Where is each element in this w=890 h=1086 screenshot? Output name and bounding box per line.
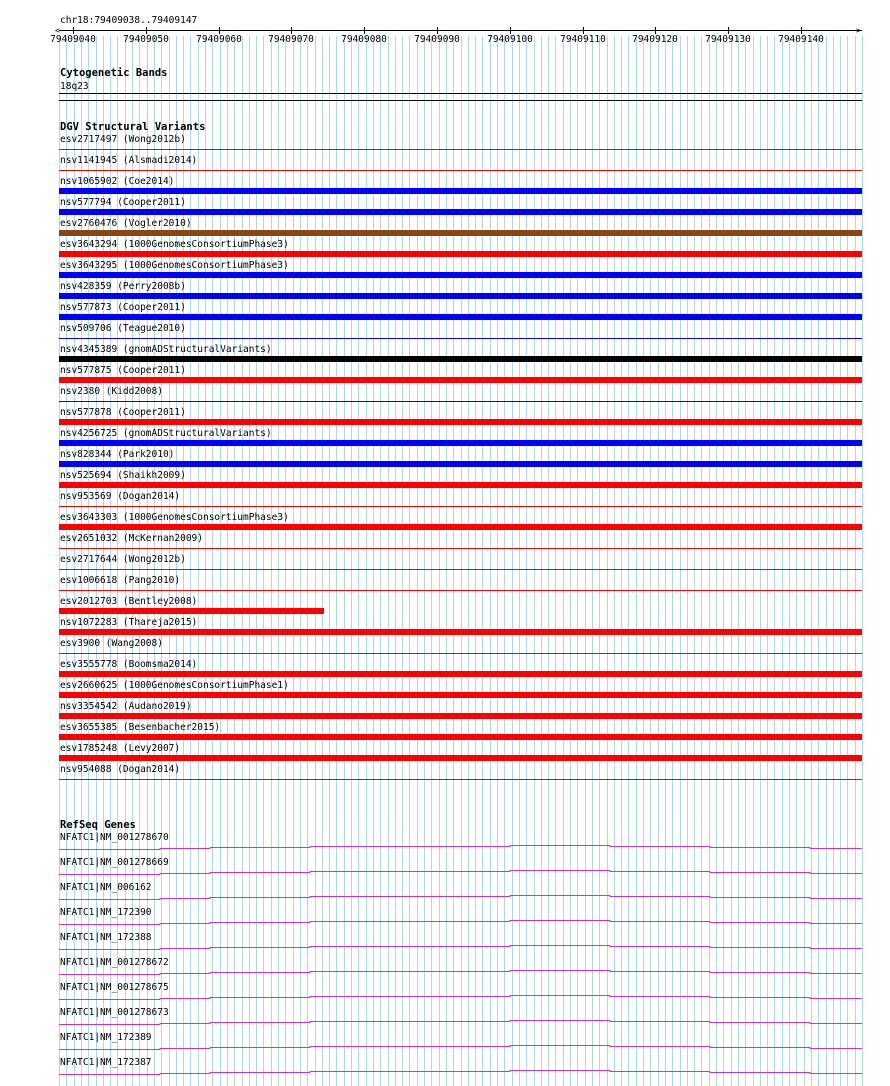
ruler-tick [146, 27, 147, 34]
cytoband-label[interactable]: 18q23 [60, 81, 89, 92]
sv-feature-label[interactable]: esv3555778 (Boomsma2014) [60, 659, 198, 670]
gene-feature-line[interactable] [59, 871, 862, 875]
ruler-tick-label: 79409040 [50, 34, 96, 45]
ruler-tick [291, 27, 292, 34]
gene-feature-label[interactable]: NFATC1|NM_001278670 [60, 832, 169, 843]
gene-feature-label[interactable]: NFATC1|NM_172388 [60, 932, 152, 943]
sv-feature-label[interactable]: nsv1065902 (Coe2014) [60, 176, 175, 187]
sv-feature-label[interactable]: nsv428359 (Perry2008b) [60, 281, 186, 292]
gene-feature-label[interactable]: NFATC1|NM_172389 [60, 1032, 152, 1043]
ruler-tick [219, 27, 220, 34]
ruler-tick-label: 79409080 [341, 34, 387, 45]
sv-feature-label[interactable]: esv2717644 (Wong2012b) [60, 554, 186, 565]
sv-feature-label[interactable]: nsv1072283 (Thareja2015) [60, 617, 198, 628]
ruler-tick [73, 27, 74, 34]
ruler-tick-label: 79409130 [705, 34, 751, 45]
ruler-tick-label: 79409140 [778, 34, 824, 45]
refseq-track-title: RefSeq Genes [60, 819, 136, 831]
sv-feature-label[interactable]: esv1006618 (Pang2010) [60, 575, 181, 586]
ruler-tick [364, 27, 365, 34]
gene-feature-line[interactable] [59, 1071, 862, 1075]
ruler-tick [728, 27, 729, 34]
sv-feature-label[interactable]: nsv954088 (Dogan2014) [60, 764, 181, 775]
gene-feature-line[interactable] [59, 896, 862, 900]
sv-feature-label[interactable]: nsv509706 (Teague2010) [60, 323, 186, 334]
sv-feature-label[interactable]: esv3900 (Wang2008) [60, 638, 163, 649]
sv-feature-label[interactable]: nsv577878 (Cooper2011) [60, 407, 186, 418]
sv-feature-label[interactable]: nsv525694 (Shaikh2009) [60, 470, 186, 481]
sv-feature-label[interactable]: nsv577875 (Cooper2011) [60, 365, 186, 376]
sv-feature-label[interactable]: nsv4256725 (gnomADStructuralVariants) [60, 428, 272, 439]
sv-feature-label[interactable]: esv3655385 (Besenbacher2015) [60, 722, 221, 733]
sv-feature-label[interactable]: esv2651032 (McKernan2009) [60, 533, 203, 544]
ruler-tick [510, 27, 511, 34]
ruler-arrow-right-icon: > [856, 26, 861, 35]
sv-feature-label[interactable]: nsv2380 (Kidd2008) [60, 386, 163, 397]
ruler-tick [655, 27, 656, 34]
ruler-tick-label: 79409070 [268, 34, 314, 45]
gene-feature-label[interactable]: NFATC1|NM_001278675 [60, 982, 169, 993]
ruler-tick-label: 79409110 [560, 34, 606, 45]
sv-feature-label[interactable]: nsv1141945 (Alsmadi2014) [60, 155, 198, 166]
ruler-tick-label: 79409090 [414, 34, 460, 45]
gene-feature-line[interactable] [59, 1021, 862, 1025]
gene-feature-label[interactable]: NFATC1|NM_006162 [60, 882, 152, 893]
gene-feature-line[interactable] [59, 946, 862, 950]
sv-feature-label[interactable]: nsv3354542 (Audano2019) [60, 701, 192, 712]
gene-feature-line[interactable] [59, 1046, 862, 1050]
sv-feature-label[interactable]: esv3643303 (1000GenomesConsortiumPhase3) [60, 512, 289, 523]
gene-feature-label[interactable]: NFATC1|NM_001278673 [60, 1007, 169, 1018]
gene-feature-label[interactable]: NFATC1|NM_172387 [60, 1057, 152, 1068]
ruler-tick-label: 79409120 [632, 34, 678, 45]
gene-feature-line[interactable] [59, 846, 862, 850]
ruler-tick [583, 27, 584, 34]
ruler-tick-label: 79409100 [487, 34, 533, 45]
ruler-tick [437, 27, 438, 34]
ruler-position: chr18:79409038..79409147 [60, 15, 198, 26]
gene-feature-line[interactable] [59, 921, 862, 925]
gene-feature-label[interactable]: NFATC1|NM_001278672 [60, 957, 169, 968]
sv-feature-label[interactable]: esv3643295 (1000GenomesConsortiumPhase3) [60, 260, 289, 271]
sv-feature-label[interactable]: esv1785248 (Levy2007) [60, 743, 181, 754]
gene-feature-label[interactable]: NFATC1|NM_001278669 [60, 857, 169, 868]
sv-feature-label[interactable]: esv2660625 (1000GenomesConsortiumPhase1) [60, 680, 289, 691]
ruler-tick [801, 27, 802, 34]
gene-feature-line[interactable] [59, 996, 862, 1000]
ruler-axis [59, 30, 862, 31]
sv-feature-label[interactable]: esv2717497 (Wong2012b) [60, 134, 186, 145]
sv-feature-label[interactable]: nsv953569 (Dogan2014) [60, 491, 181, 502]
sv-feature-label[interactable]: esv3643294 (1000GenomesConsortiumPhase3) [60, 239, 289, 250]
ruler-tick-label: 79409050 [123, 34, 169, 45]
cytoband-track-title: Cytogenetic Bands [60, 67, 168, 79]
ruler-tick-label: 79409060 [196, 34, 242, 45]
sv-feature-label[interactable]: esv2760476 (Vogler2010) [60, 218, 192, 229]
ruler-arrow-left-icon: < [55, 26, 60, 35]
dgv-track-title: DGV Structural Variants [60, 121, 206, 133]
sv-feature-label[interactable]: nsv577794 (Cooper2011) [60, 197, 186, 208]
sv-feature-label[interactable]: esv2012703 (Bentley2008) [60, 596, 198, 607]
sv-feature-label[interactable]: nsv4345389 (gnomADStructuralVariants) [60, 344, 272, 355]
gene-feature-line[interactable] [59, 971, 862, 975]
gene-feature-label[interactable]: NFATC1|NM_172390 [60, 907, 152, 918]
sv-feature-label[interactable]: nsv577873 (Cooper2011) [60, 302, 186, 313]
sv-feature-label[interactable]: nsv828344 (Park2010) [60, 449, 175, 460]
